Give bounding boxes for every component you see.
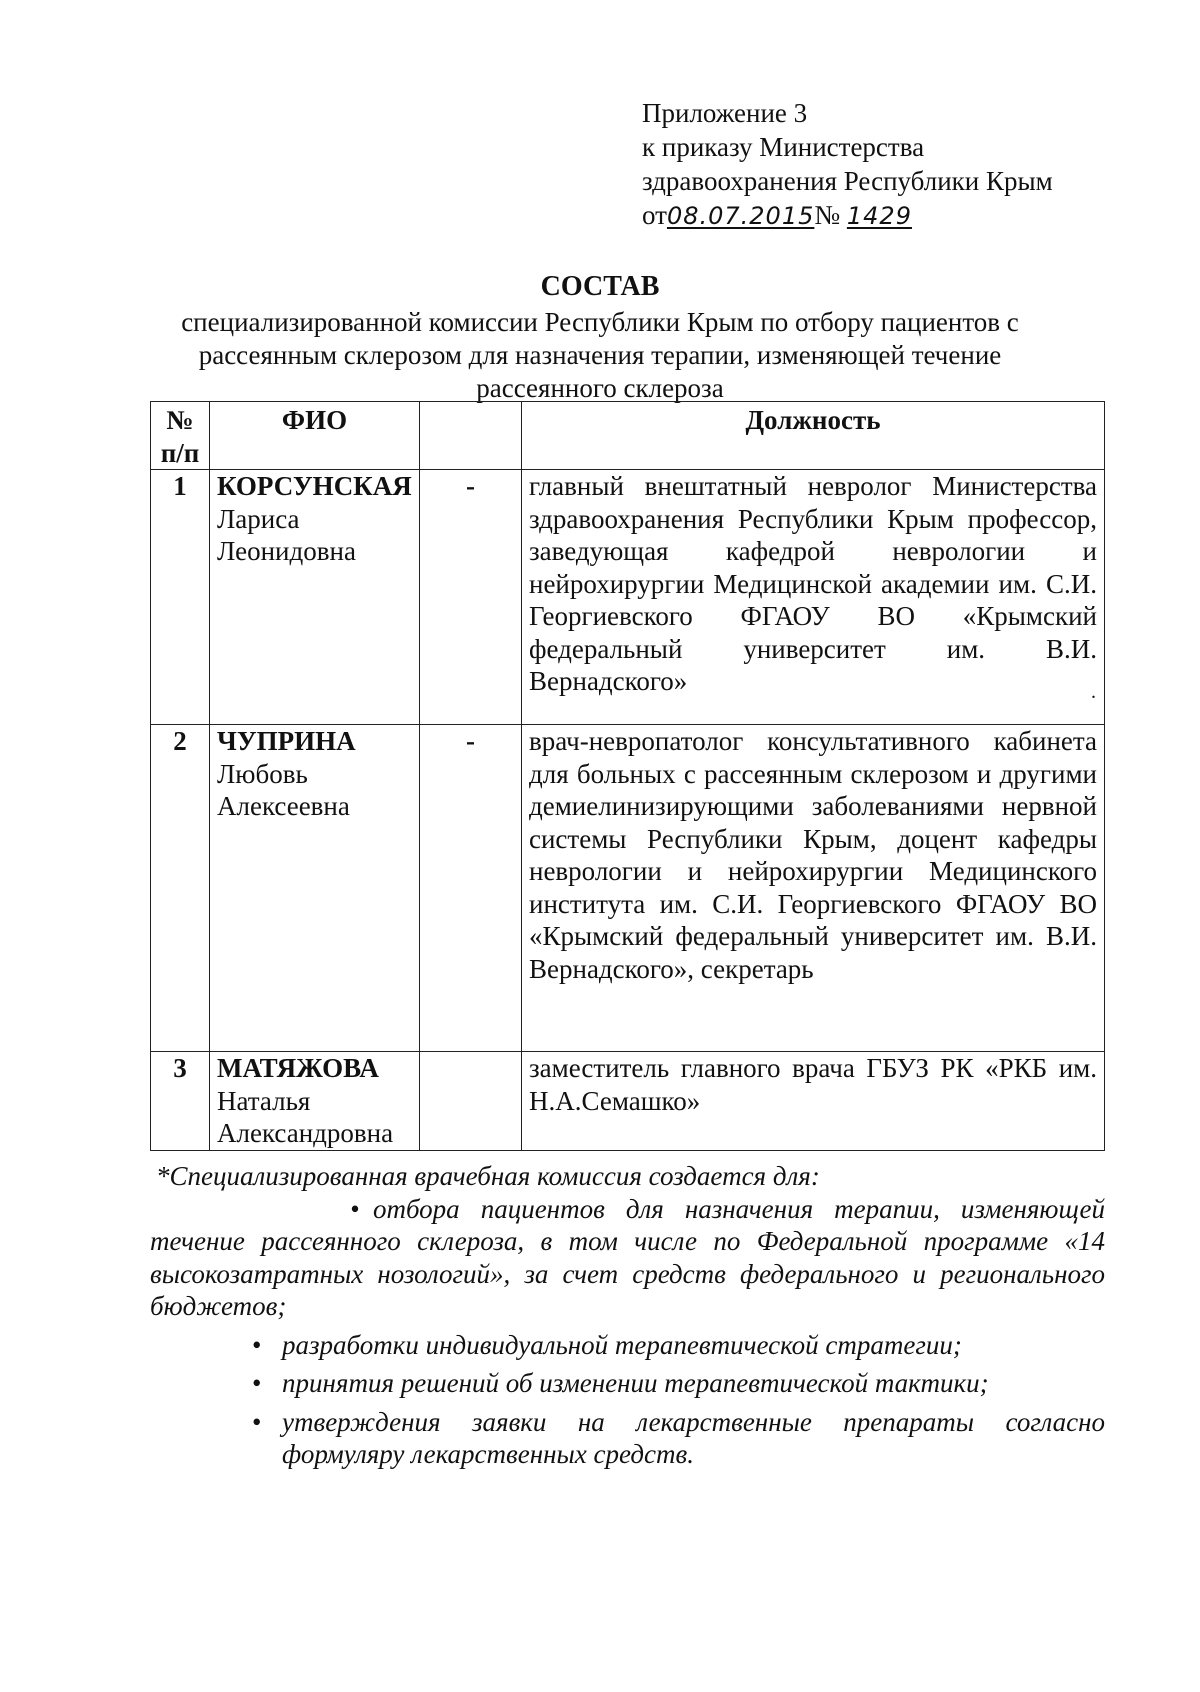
appendix-block (642, 96, 1162, 233)
header-fio: ФИО (210, 402, 420, 470)
row-fio (210, 725, 420, 1052)
bullet-icon: • (350, 1193, 373, 1224)
table-row (151, 1052, 1105, 1151)
appendix-date-line (642, 198, 1162, 233)
row-position: врач-невропатолог консультативного кабинета для больных с рассеянным склерозом и другими демиелинизирующими заболеваниями нервной системы Республики Крым, доцент кафедры неврологии и нейрохирургии Медицинского института им. С.И. Георгиевского ФГАОУ ВО «Крымский федеральный университет им. В.И. Вернадского», секретарь (522, 725, 1105, 1052)
row-number: 2 (151, 725, 210, 1052)
row-position: главный внештатный невролог Министерства здравоохранения Республики Крым профессор, заведующая кафедрой неврологии и нейрохирургии Медицинской академии им. С.И. Георгиевского ФГАОУ ВО «Крымский федеральный университет им. В.И. Вернадского» . (522, 470, 1105, 725)
appendix-line-2: к приказу Министерства (642, 132, 925, 162)
appendix-line-1: Приложение 3 (642, 98, 808, 128)
row-number: 3 (151, 1052, 210, 1151)
appendix-line-3: здравоохранения Республики Крым (642, 166, 1053, 196)
row-fio (210, 470, 420, 725)
committee-table (150, 401, 1105, 1151)
notes-bullet-list (150, 1329, 1105, 1471)
table-row (151, 725, 1105, 1052)
row-dash: - (420, 470, 522, 725)
notes-bullet-2: • разработки индивидуальной терапевтической стратегии; (282, 1329, 1105, 1362)
header-number: № п/п (151, 402, 210, 470)
document-title: СОСТАВ (540, 271, 660, 302)
number-sign: № (814, 200, 841, 230)
row-fio (210, 1052, 420, 1151)
row-number: 1 (151, 470, 210, 725)
row-dash (420, 1052, 522, 1151)
notes-bullet-3: • принятия решений об изменении терапевтической тактики; (282, 1367, 1105, 1400)
handwritten-number: 1429 (846, 202, 912, 230)
patronymic: Леонидовна (217, 536, 356, 566)
first-name: Лариса (217, 503, 300, 534)
notes-block (150, 1160, 1105, 1477)
table-header-row (151, 402, 1105, 470)
surname: ЧУПРИНА (217, 726, 356, 756)
patronymic: Алексеевна (217, 791, 350, 821)
header-dash (420, 402, 522, 470)
notes-bullet-1: • отбора пациентов для назначения терапии, изменяющей течение рассеянного склероза, в том числе по Федеральной программе «14 высокозатратных нозологий», за счет средств федерального и регионального бюджетов; (150, 1193, 1105, 1321)
handwritten-date: 08.07.2015 (666, 202, 815, 230)
surname: КОРСУНСКАЯ (217, 471, 412, 501)
notes-bullet-4: • утверждения заявки на лекарственные препараты согласно формуляру лекарственных средств. (282, 1406, 1105, 1471)
table-row (151, 470, 1105, 725)
first-name: Любовь (217, 758, 308, 789)
surname: МАТЯЖОВА (217, 1053, 379, 1083)
header-position: Должность (522, 402, 1105, 470)
row-dash: - (420, 725, 522, 1052)
stray-dot-mark: . (1091, 680, 1096, 703)
document-subtitle: специализированной комиссии Республики Крым по отбору пациентов с рассеянным склерозом для назначения терапии, изменяющей течение рассеянного склероза (181, 307, 1019, 403)
patronymic: Александровна (217, 1118, 394, 1148)
row-position: заместитель главного врача ГБУЗ РК «РКБ им. Н.А.Семашко» (522, 1052, 1105, 1151)
first-name: Наталья (217, 1085, 311, 1116)
notes-intro: *Специализированная врачебная комиссия создается для: (156, 1161, 820, 1191)
date-prefix: от (642, 200, 667, 230)
